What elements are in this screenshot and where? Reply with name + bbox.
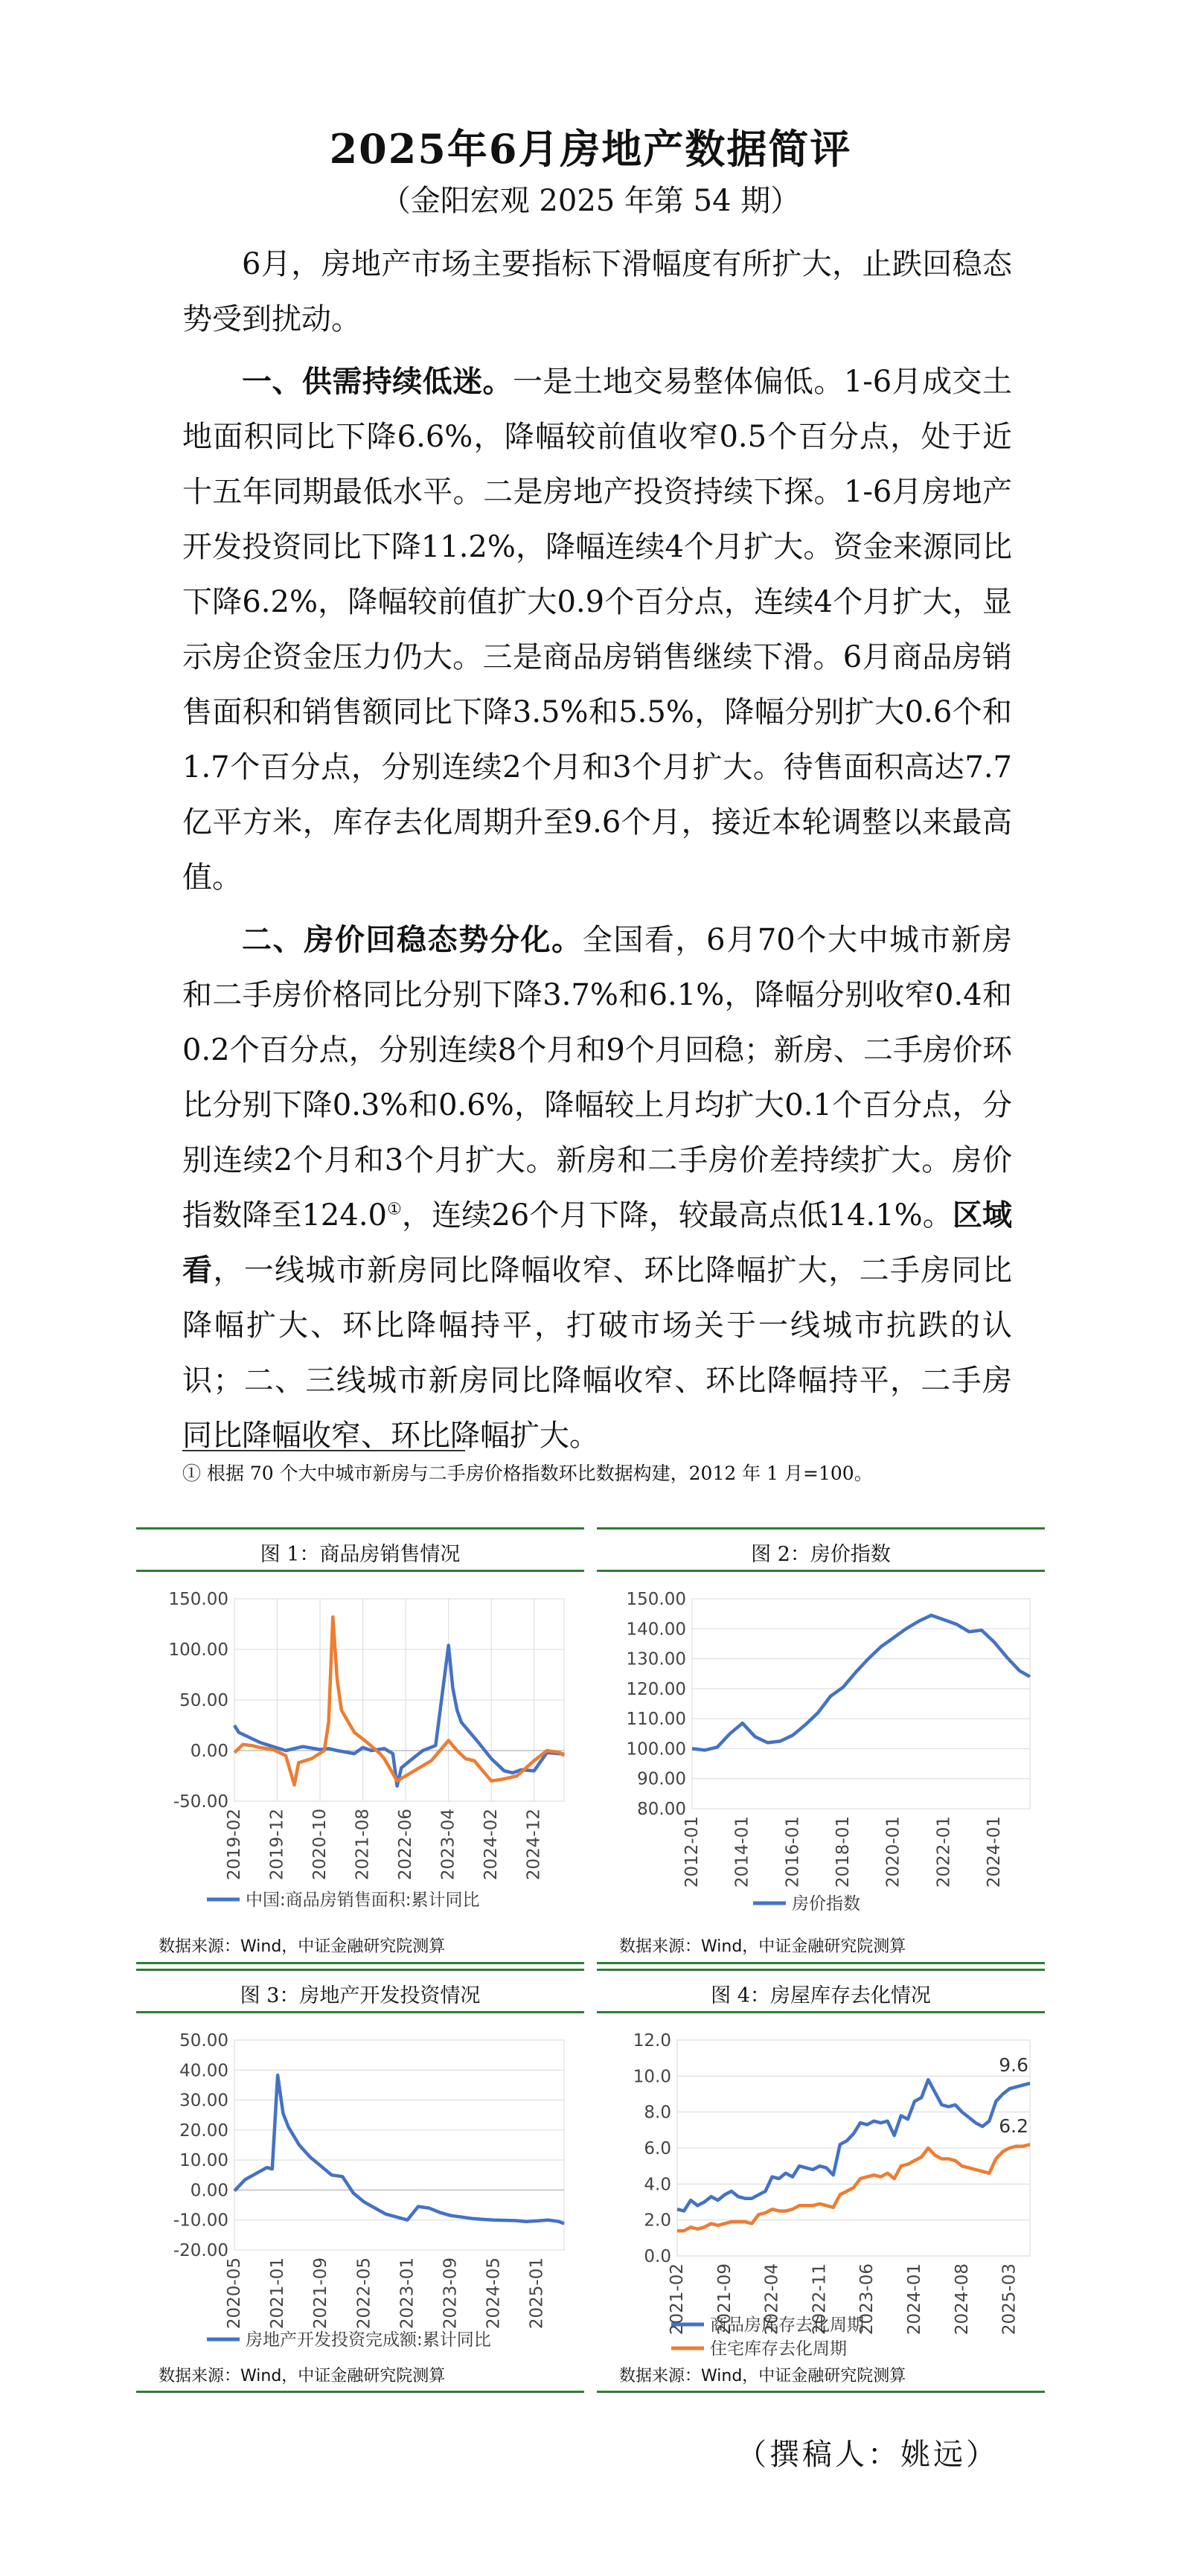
x-tick-label: 2016-01 (783, 1816, 803, 1888)
x-tick-label: 2025-03 (999, 2263, 1020, 2336)
x-tick-label: 2014-01 (732, 1816, 752, 1888)
figure-1-chart (136, 1578, 584, 1928)
x-tick-label: 2021-01 (268, 2257, 288, 2330)
series-end-label: 6.2 (999, 2115, 1028, 2138)
x-tick-label: 2025-01 (527, 2257, 547, 2330)
y-tick-label: 6.0 (644, 2139, 671, 2158)
x-tick-label: 2022-11 (810, 2263, 830, 2336)
y-tick-label: 150.00 (168, 1590, 228, 1609)
x-tick-label: 2018-01 (833, 1816, 854, 1888)
x-tick-label: 2020-05 (225, 2257, 244, 2330)
y-tick-label: -20.00 (173, 2241, 228, 2260)
body-paragraph (182, 237, 1012, 347)
figure-2-title-rule (597, 1570, 1045, 1572)
y-tick-label: 130.00 (626, 1649, 686, 1669)
series-end-label: 9.6 (999, 2054, 1028, 2076)
x-tick-label: 2021-08 (353, 1809, 373, 1881)
y-tick-label: 90.00 (637, 1769, 686, 1789)
y-tick-label: 8.0 (644, 2103, 671, 2123)
figure-3-source: 数据来源：Wind，中证金融研究院测算 (159, 2367, 446, 2385)
y-tick-label: 50.00 (179, 2031, 228, 2051)
paragraph-text: ，一线城市新房同比降幅收窄、环比降幅扩大，二手房同比降幅扩大、环比降幅持平，打破市场关于一线城市抗跌的认识；二、三线城市新房同比降幅收窄、环比降幅持平，二手房同比降幅收窄、环比降幅扩大。 (182, 1253, 1013, 1453)
paragraph-text: ，连续26个月下降，较最高点低14.1%。 (401, 1198, 953, 1233)
y-tick-label: 40.00 (179, 2061, 228, 2081)
bold-lead-text: 二、房价回稳态势分化。 (242, 922, 583, 957)
x-tick-label: 2022-01 (934, 1816, 954, 1888)
figure-4 (597, 1969, 1045, 2393)
figure-3-title-rule (136, 2011, 584, 2013)
legend-label: 中国:商品房销售面积:累计同比 (246, 1891, 480, 1910)
figure-2-source: 数据来源：Wind，中证金融研究院测算 (619, 1937, 906, 1956)
y-tick-label: 0.00 (190, 1742, 228, 1761)
footnote-divider (182, 1450, 465, 1451)
figure-1-top-rule (136, 1527, 584, 1530)
figure-2-bottom-rule (597, 1962, 1045, 1964)
x-tick-label: 2022-05 (354, 2257, 374, 2330)
x-tick-label: 2024-12 (524, 1809, 544, 1881)
x-tick-label: 2024-08 (952, 2263, 972, 2336)
figure-4-source: 数据来源：Wind，中证金融研究院测算 (619, 2367, 906, 2385)
figure-1-title-rule (136, 1570, 584, 1572)
figure-3-top-rule (136, 1969, 584, 1971)
author-credit: （撰稿人：姚远） (737, 2438, 999, 2472)
y-tick-label: -50.00 (173, 1792, 228, 1812)
x-tick-label: 2019-12 (267, 1809, 287, 1881)
legend-label: 房价指数 (792, 1894, 860, 1914)
x-tick-label: 2023-04 (438, 1809, 458, 1881)
y-tick-label: 50.00 (179, 1691, 228, 1710)
figure-4-title-rule (597, 2011, 1045, 2013)
footnote: ① 根据 70 个大中城市新房与二手房价格指数环比数据构建，2012 年 1 月=100。 (182, 1463, 873, 1484)
legend-label: 商品房库存去化周期 (710, 2315, 864, 2335)
x-tick-label: 2024-02 (481, 1809, 502, 1881)
x-tick-label: 2021-02 (668, 2263, 687, 2336)
y-tick-label: 12.0 (633, 2031, 671, 2051)
y-tick-label: 10.0 (633, 2067, 671, 2087)
y-tick-label: 100.00 (626, 1739, 686, 1760)
y-tick-label: 10.00 (179, 2151, 228, 2171)
y-tick-label: 4.0 (644, 2175, 671, 2195)
y-tick-label: 0.0 (644, 2247, 671, 2266)
figure-1-title: 图 1：商品房销售情况 (260, 1543, 461, 1566)
figure-1-bottom-rule (136, 1962, 584, 1964)
figure-2-title: 图 2：房价指数 (751, 1543, 891, 1566)
figure-1-source: 数据来源：Wind，中证金融研究院测算 (159, 1937, 446, 1956)
body-paragraph (182, 354, 1012, 905)
y-tick-label: 150.00 (626, 1590, 686, 1609)
figure-3 (136, 1969, 584, 2393)
figure-3-chart (136, 2019, 584, 2358)
y-tick-label: 30.00 (179, 2091, 228, 2111)
x-tick-label: 2023-06 (857, 2263, 877, 2336)
x-tick-label: 2024-01 (985, 1816, 1005, 1888)
y-tick-label: 20.00 (179, 2120, 228, 2141)
paragraph-text: 全国看，6月70个大中城市新房和二手房价格同比分别下降3.7%和6.1%，降幅分别收窄0.4和0.2个百分点，分别连续8个月和9个月回稳；新房、二手房价环比分别下降0.3%和0.6%，降幅较上月均扩大0.1个百分点，分别连续2个月和3个月扩大。新房和二手房价差持续扩大。房价指数降至124.0 (182, 923, 1012, 1233)
bold-lead-text: 区域看 (182, 1198, 1012, 1288)
figure-2-top-rule (597, 1527, 1045, 1530)
report-subtitle: （金阳宏观 2025 年第 54 期） (380, 184, 801, 218)
figure-2 (597, 1527, 1045, 1966)
x-tick-label: 2012-01 (682, 1816, 702, 1888)
report-title: 2025年6月房地产数据简评 (329, 125, 852, 173)
y-tick-label: 2.0 (644, 2211, 671, 2231)
legend-label: 住宅库存去化周期 (710, 2339, 847, 2358)
figure-4-title: 图 4：房屋库存去化情况 (711, 1984, 931, 2007)
x-tick-label: 2024-05 (484, 2257, 504, 2330)
y-tick-label: -10.00 (173, 2211, 228, 2231)
footnote-marker: ① (387, 1200, 402, 1219)
y-tick-label: 120.00 (626, 1679, 686, 1699)
report-body (182, 237, 1012, 1471)
body-paragraph (182, 913, 1012, 1463)
x-tick-label: 2023-01 (397, 2257, 417, 2330)
x-tick-label: 2024-01 (905, 2263, 925, 2336)
y-tick-label: 140.00 (626, 1620, 686, 1640)
x-tick-label: 2022-06 (396, 1809, 416, 1881)
figure-3-bottom-rule (136, 2391, 584, 2393)
y-tick-label: 0.00 (190, 2181, 228, 2201)
x-tick-label: 2023-09 (441, 2257, 461, 2330)
figure-4-top-rule (597, 1969, 1045, 1971)
x-tick-label: 2021-09 (311, 2257, 331, 2330)
paragraph-text: 6月，房地产市场主要指标下滑幅度有所扩大，止跌回稳态势受到扰动。 (182, 247, 1012, 336)
y-tick-label: 80.00 (637, 1800, 686, 1819)
x-tick-label: 2019-02 (225, 1809, 244, 1881)
legend-label: 房地产开发投资完成额:累计同比 (246, 2330, 491, 2350)
figure-1 (136, 1527, 584, 1966)
figure-4-bottom-rule (597, 2391, 1045, 2393)
figure-2-chart (597, 1578, 1045, 1928)
x-tick-label: 2022-04 (762, 2263, 782, 2336)
bold-lead-text: 一、供需持续低迷。 (242, 364, 513, 399)
x-tick-label: 2020-01 (883, 1816, 903, 1888)
figure-3-title: 图 3：房地产开发投资情况 (240, 1984, 481, 2007)
x-tick-label: 2020-10 (310, 1809, 330, 1881)
x-tick-label: 2021-09 (714, 2263, 734, 2336)
figure-4-chart (597, 2019, 1045, 2358)
y-tick-label: 110.00 (626, 1710, 686, 1730)
y-tick-label: 100.00 (168, 1640, 228, 1660)
paragraph-text: 一是土地交易整体偏低。1-6月成交土地面积同比下降6.6%，降幅较前值收窄0.5个百分点，处于近十五年同期最低水平。二是房地产投资持续下探。1-6月房地产开发投资同比下降11.2%，降幅连续4个月扩大。资金来源同比下降6.2%，降幅较前值扩大0.9个百分点，连续4个月扩大，显示房企资金压力仍大。三是商品房销售继续下滑。6月商品房销售面积和销售额同比下降3.5%和5.5%，降幅分别扩大0.6个和1.7个百分点，分别连续2个月和3个月扩大。待售面积高达7.7亿平方米，库存去化周期升至9.6个月，接近本轮调整以来最高值。 (182, 365, 1012, 895)
